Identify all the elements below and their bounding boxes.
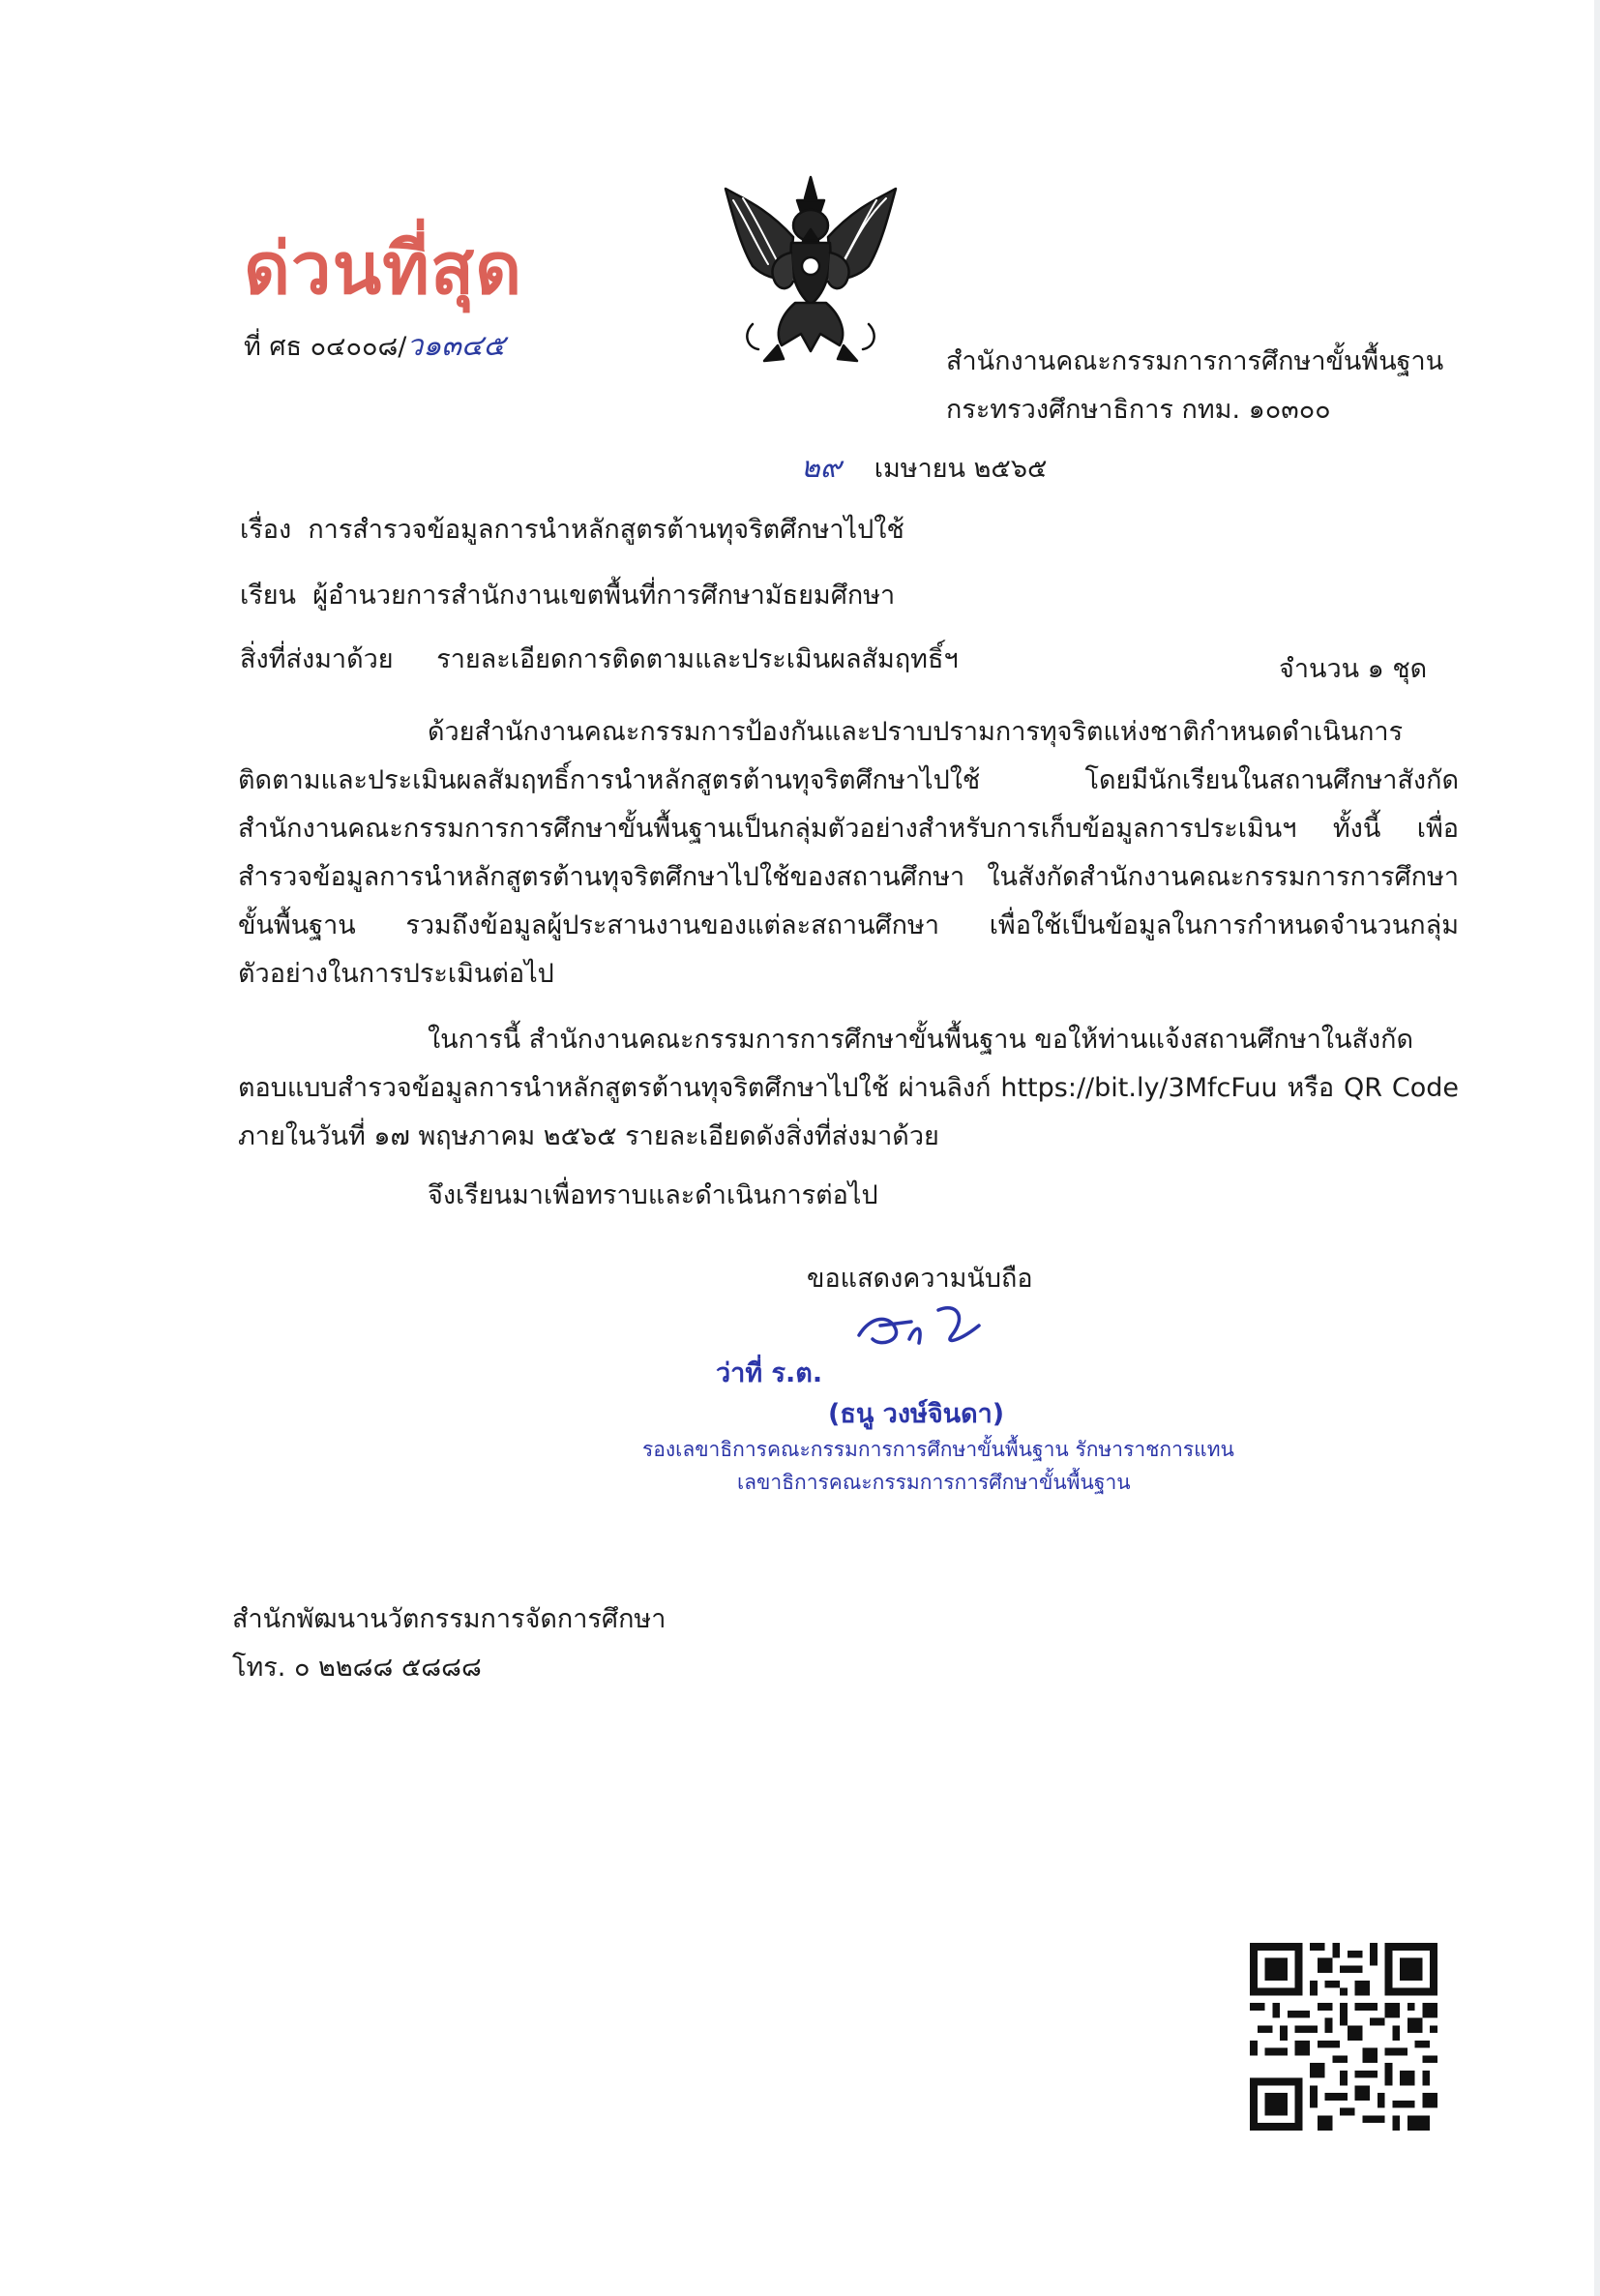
reference-label: ที่ ศธ ๐๔๐๐๘/ [244, 332, 407, 362]
date-month-year: เมษายน ๒๕๖๕ [874, 454, 1048, 484]
signer-position-2: เลขาธิการคณะกรรมการการศึกษาขั้นพื้นฐาน [737, 1471, 1131, 1494]
page-edge-shadow [1594, 0, 1600, 2296]
qr-code-icon [1250, 1943, 1437, 2131]
enclosure-line [240, 641, 959, 679]
office-name: สำนักงานคณะกรรมการการศึกษาขั้นพื้นฐาน [946, 346, 1444, 376]
reference-handwritten: ว๑๓๔๕ [406, 329, 506, 363]
addressee-line [240, 577, 895, 615]
enclosure-count: จำนวน ๑ ชุด [1279, 654, 1428, 684]
date-day-handwritten: ๒๙ [801, 451, 842, 485]
closing-line: จึงเรียนมาเพื่อทราบและดำเนินการต่อไป [428, 1180, 878, 1210]
salutation: ขอแสดงความนับถือ [807, 1264, 1033, 1294]
addressee-label: เรียน [240, 581, 297, 611]
enclosure-label: สิ่งที่ส่งมาด้วย [240, 644, 394, 674]
urgency-stamp: ด่วนที่สุด [244, 227, 523, 311]
subject-label: เรื่อง [240, 515, 292, 545]
paragraph-2-first-line: ในการนี้ สำนักงานคณะกรรมการการศึกษาขั้นพื้นฐาน ขอให้ท่านแจ้งสถานศึกษาในสังกัด [428, 1025, 1413, 1055]
paragraph-1-body: ติดตามและประเมินผลสัมฤทธิ์การนำหลักสูตรต้านทุจริตศึกษาไปใช้ โดยมีนักเรียนในสถานศึกษาสังกัดสำนักงานคณะกรรมการการศึกษาขั้นพื้นฐานเป็นกลุ่มตัวอย่างสำหรับการเก็บข้อมูลการประเมินฯ ทั้งนี้ เพื่อสำรวจข้อมูลการนำหลักสูตรต้านทุจริตศึกษาไปใช้ของสถานศึกษา ในสังกัดสำนักงานคณะกรรมการการศึกษาขั้นพื้นฐาน รวมถึงข้อมูลผู้ประสานงานของแต่ละสถานศึกษา เพื่อใช้เป็นข้อมูลในการกำหนดจำนวนกลุ่มตัวอย่างในการประเมินต่อไป [238, 765, 1459, 989]
footer-department: สำนักพัฒนานวัตกรรมการจัดการศึกษา [232, 1604, 667, 1634]
body-paragraph-2 [238, 1016, 1459, 1161]
subject-line [240, 511, 904, 550]
reference-number [244, 327, 505, 367]
signature-acting-label: ว่าที่ ร.ต. [716, 1358, 823, 1388]
body-paragraph-1 [238, 708, 1459, 999]
signer-name: (ธนู วงษ์จินดา) [828, 1399, 1005, 1429]
signer-position-1: รองเลขาธิการคณะกรรมการการศึกษาขั้นพื้นฐาน รักษาราชการแทน [642, 1438, 1234, 1461]
office-address: กระทรวงศึกษาธิการ กทม. ๑๐๓๐๐ [946, 395, 1331, 425]
footer-phone: โทร. ๐ ๒๒๘๘ ๕๘๘๘ [232, 1653, 482, 1683]
garuda-emblem-icon [714, 169, 907, 373]
paragraph-2-body: ตอบแบบสำรวจข้อมูลการนำหลักสูตรต้านทุจริตศึกษาไปใช้ ผ่านลิงก์ https://bit.ly/3MfcFuu หรือ QR Code ภายในวันที่ ๑๗ พฤษภาคม ๒๕๖๕ รายละเอียดดังสิ่งที่ส่งมาด้วย [238, 1073, 1459, 1151]
subject-text: การสำรวจข้อมูลการนำหลักสูตรต้านทุจริตศึกษาไปใช้ [308, 515, 904, 545]
handwritten-signature-icon [851, 1297, 987, 1364]
addressee-text: ผู้อำนวยการสำนักงานเขตพื้นที่การศึกษามัธยมศึกษา [312, 581, 896, 611]
enclosure-text: รายละเอียดการติดตามและประเมินผลสัมฤทธิ์ฯ [436, 644, 959, 674]
document-date [801, 449, 1047, 489]
paragraph-1-first-line: ด้วยสำนักงานคณะกรรมการป้องกันและปราบปรามการทุจริตแห่งชาติกำหนดดำเนินการ [428, 717, 1404, 747]
